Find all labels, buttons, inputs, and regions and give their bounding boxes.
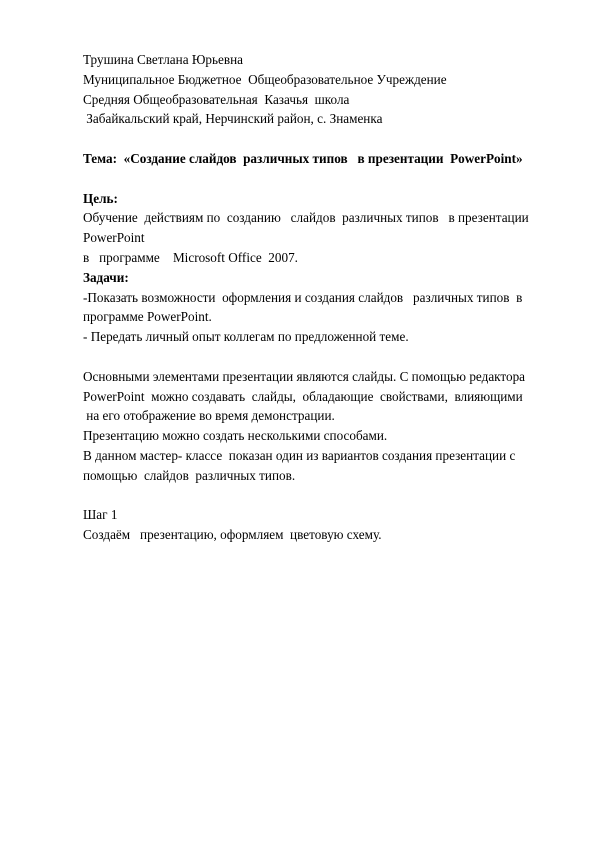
spacer: [83, 347, 553, 367]
goal-heading: Цель:: [83, 190, 118, 206]
organization-line-1: Муниципальное Бюджетное Общеобразовательное Учреждение: [83, 71, 447, 87]
location-line: Забайкальский край, Нерчинский район, с. Знаменка: [83, 111, 383, 127]
step-text: Создаём презентацию, оформляем цветовую схему.: [83, 527, 382, 543]
goal-text-line-3: в программе Microsoft Office 2007.: [83, 249, 298, 265]
body-paragraph-2: Презентацию можно создать несколькими способами.: [83, 428, 388, 444]
tasks-heading: Задачи:: [83, 269, 129, 285]
spacer: [83, 129, 553, 149]
document-page: [83, 50, 553, 545]
task-item-2: - Передать личный опыт коллегам по предложенной теме.: [83, 329, 409, 345]
body-paragraph-1-line-1: Основными элементами презентации являются слайды. С помощью редактора: [83, 368, 526, 384]
author-name: Трушина Светлана Юрьевна: [83, 52, 244, 67]
goal-text-line-1: Обучение действиям по созданию слайдов различных типов в презентации: [83, 210, 529, 226]
body-paragraph-3-line-2: помощью слайдов различных типов.: [83, 467, 296, 483]
topic-title: Тема: «Создание слайдов различных типов в презентации PowerPoint»: [83, 150, 523, 166]
spacer: [83, 169, 553, 189]
goal-text-line-2: PowerPoint: [83, 230, 145, 246]
spacer: [83, 486, 553, 506]
body-paragraph-3-line-1: В данном мастер- классе показан один из вариантов создания презентации с: [83, 447, 516, 463]
organization-line-2: Средняя Общеобразовательная Казачья школа: [83, 91, 350, 107]
step-heading: Шаг 1: [83, 507, 118, 523]
body-paragraph-1-line-2: PowerPoint можно создавать слайды, обладающие свойствами, влияющими: [83, 388, 523, 404]
task-item-1-line-2: программе PowerPoint.: [83, 309, 212, 325]
task-item-1-line-1: -Показать возможности оформления и создания слайдов различных типов в: [83, 289, 523, 305]
body-paragraph-1-line-3: на его отображение во время демонстрации.: [83, 408, 335, 424]
